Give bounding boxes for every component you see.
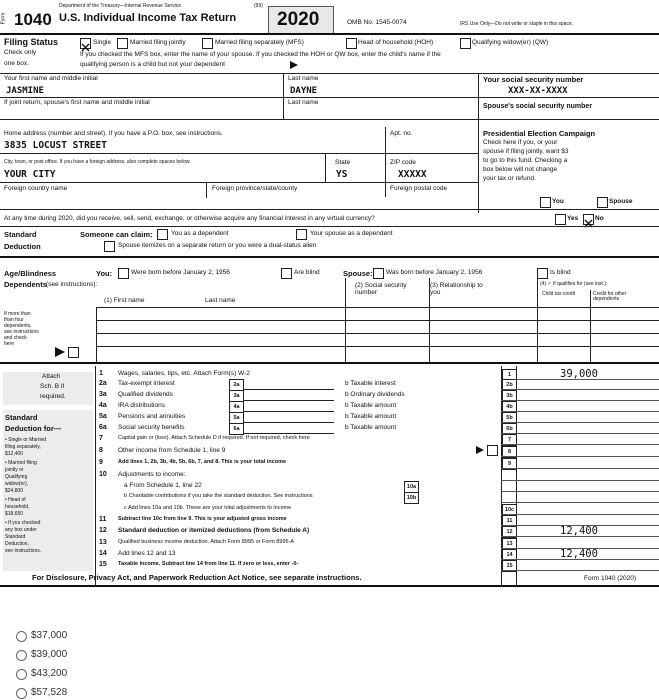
income-line-text: Other income from Schedule 1, line 9: [118, 447, 226, 454]
income-line-number: 1: [99, 370, 103, 377]
std-side-item: filing separately,: [5, 444, 41, 450]
income-sub-box-label: 3a: [229, 390, 244, 402]
divider: [283, 73, 284, 119]
divider: [325, 153, 326, 183]
income-row-line: [501, 570, 659, 571]
income-amount[interactable]: 12,400: [560, 525, 598, 537]
income-box-label: 2b: [502, 379, 517, 391]
filing-status-mfj-checkbox[interactable]: [117, 38, 128, 49]
income-row-line: [501, 536, 659, 537]
income-line-text: Social security benefits: [118, 424, 185, 431]
divider: [0, 226, 659, 227]
income-line-number: 12: [99, 527, 107, 534]
dependents-side-note: and check: [4, 335, 27, 341]
divider: [96, 307, 659, 308]
last-name-label: Last name: [288, 75, 319, 82]
income-row-line: [501, 468, 659, 469]
divider: [96, 346, 659, 347]
divider: [0, 73, 659, 74]
income-line-text: Pensions and annuities: [118, 413, 186, 420]
divider: [590, 290, 591, 362]
income-line-number: 7: [99, 435, 103, 442]
std-deduction-label-1: Standard: [4, 230, 37, 239]
dependents-col-odc: Credit for other dependents: [593, 291, 627, 302]
department-line: Department of the Treasury—Internal Revenue Service: [59, 3, 182, 9]
divider: [95, 366, 96, 585]
dependents-col-last-name: Last name: [205, 297, 236, 304]
you-dependent-checkbox[interactable]: [157, 229, 168, 240]
answer-radio[interactable]: [16, 669, 27, 680]
filing-status-single-checkbox[interactable]: [80, 38, 91, 49]
dependents-side-note: If more than: [4, 311, 31, 317]
filing-option-mfs: Married filing separately (MFS): [215, 39, 304, 46]
arrow-right-icon: [290, 61, 298, 69]
you-born-before-checkbox[interactable]: [118, 268, 129, 279]
campaign-you-label: You: [552, 198, 564, 205]
income-row-line: [501, 379, 659, 380]
virtual-currency-yes-label: Yes: [567, 215, 579, 222]
you-dependent-label: You as a dependent: [171, 230, 229, 237]
divider: [0, 119, 659, 120]
income-line-text: Capital gain or (loss). Attach Schedule D if required. If not required, check here: [118, 435, 310, 441]
income-box-label: 5b: [502, 412, 517, 424]
income-row-line: [501, 411, 659, 412]
income-sub-box-label: 6a: [229, 423, 244, 435]
filing-status-mfs-checkbox[interactable]: [202, 38, 213, 49]
state-label: State: [335, 159, 351, 166]
income-line-text: Tax-exempt interest: [118, 380, 175, 387]
last-name-value[interactable]: DAYNE: [290, 86, 318, 96]
answer-radio[interactable]: [16, 688, 27, 699]
filing-option-mfj: Married filing jointly: [130, 39, 186, 46]
income-row-line: [501, 480, 659, 481]
age-you-label: You:: [96, 269, 113, 278]
std-side-item: Qualifying: [5, 474, 28, 480]
header-divider: [0, 33, 659, 35]
income-box-label: 3b: [502, 390, 517, 402]
dependents-side-note: here: [4, 341, 15, 347]
std-side-item: $18,650: [5, 511, 24, 517]
divider: [96, 333, 659, 334]
answer-radio[interactable]: [16, 631, 27, 642]
first-name-value[interactable]: JASMINE: [6, 86, 44, 96]
income-line-text: Wages, salaries, tips, etc. Attach Form(s) W-2: [118, 370, 250, 377]
zip-label: ZIP code: [390, 159, 416, 166]
dependents-col-ssn: (2) Social security number: [355, 282, 407, 297]
divider: [478, 119, 479, 213]
spouse-ssn-label: Spouse's social security number: [483, 103, 593, 110]
form-side-tab: [0, 6, 11, 32]
income-line-number: 13: [99, 539, 107, 546]
divider: [96, 307, 97, 362]
spouse-blind-checkbox[interactable]: [537, 268, 548, 279]
std-side-item: • Married filing: [5, 460, 37, 466]
income-line-number: 6a: [99, 424, 107, 431]
income-row-line: [501, 456, 659, 457]
income-b-text: b Taxable interest: [345, 380, 396, 387]
income-sub-amount-line[interactable]: [244, 400, 334, 401]
tax-year: 2020: [277, 9, 320, 30]
spouse-born-before-checkbox[interactable]: [373, 268, 384, 279]
attach-note: required.: [40, 393, 66, 400]
spouse-blind-label: Is blind: [550, 269, 571, 276]
you-born-before-label: Were born before January 2, 1956: [131, 269, 230, 276]
income-box-label: 1: [502, 369, 517, 381]
income-line-number: 9: [99, 459, 103, 466]
attach-note: Attach: [42, 373, 61, 380]
divider: [0, 585, 659, 587]
answer-option-label[interactable]: $57,528: [31, 687, 68, 698]
income-row-line: [501, 559, 659, 560]
income-amount[interactable]: 12,400: [560, 548, 598, 560]
income-amount[interactable]: 39,000: [560, 368, 598, 380]
divider: [0, 97, 659, 98]
dependents-col-credit: (4) ✓ if qualifies for (see inst.):: [540, 281, 608, 287]
campaign-title: Presidential Election Campaign: [483, 129, 596, 138]
income-line-text: Subtract line 10c from line 9. This is your adjusted gross income: [118, 516, 287, 522]
income-box-label: 15: [502, 560, 517, 572]
spouse-dependent-label: Your spouse as a dependent: [310, 230, 393, 237]
first-name-label: Your first name and middle initial: [4, 75, 98, 82]
income-sub-box-label: 2a: [229, 379, 244, 391]
tax-year-box: [268, 6, 334, 34]
campaign-line-4: box below will not change: [483, 166, 558, 173]
virtual-currency-no-label: No: [595, 215, 604, 222]
virtual-currency-yes-checkbox[interactable]: [555, 214, 566, 225]
income-row-line: [501, 400, 659, 401]
campaign-you-checkbox[interactable]: [540, 197, 551, 208]
campaign-spouse-checkbox[interactable]: [597, 197, 608, 208]
income-b-text: b Ordinary dividends: [345, 391, 405, 398]
dependents-side-note: see instructions: [4, 329, 39, 335]
one-box-label: one box.: [4, 60, 29, 67]
std-side-item: any box under: [5, 527, 37, 533]
divider: [478, 73, 479, 119]
income-box-label: 7: [502, 434, 517, 446]
income-sub-amount-line[interactable]: [244, 433, 334, 434]
spouse-last-name-label: Last name: [288, 99, 319, 106]
income-line-number: 14: [99, 550, 107, 557]
income-b-text: b Taxable amount: [345, 402, 397, 409]
income-box-label: 12: [502, 526, 517, 538]
income-sub-amount-line[interactable]: [244, 411, 334, 412]
filing-status-label: Filing Status: [4, 37, 58, 47]
income-line-number: 15: [99, 561, 107, 568]
income-line-number: 5a: [99, 413, 107, 420]
filing-status-note-2: qualifying person is a child but not your dependent: [80, 61, 225, 68]
campaign-spouse-label: Spouse: [609, 198, 633, 205]
divider: [0, 209, 659, 210]
std-side-item: widow(er),: [5, 481, 29, 487]
std-side-item: jointly or: [5, 467, 24, 473]
income-box-label: 9: [502, 458, 517, 470]
income-box-label: 4b: [502, 401, 517, 413]
std-side-item: household,: [5, 504, 30, 510]
income-row-line: [501, 433, 659, 434]
std-side-item: • Single or Married: [5, 437, 47, 443]
divider: [0, 182, 478, 183]
attach-note: Sch. B if: [40, 383, 65, 390]
income-box-label: 13: [502, 538, 517, 550]
divider: [96, 320, 659, 321]
std-side-title-1: Standard: [5, 413, 38, 422]
income-line-number: 3a: [99, 391, 107, 398]
foreign-postal-label: Foreign postal code: [390, 185, 448, 192]
income-line-text: a From Schedule 1, line 22: [124, 482, 202, 489]
income-box-label: 14: [502, 549, 517, 561]
disclosure-notice: For Disclosure, Privacy Act, and Paperwork Reduction Act Notice, see separate instructions.: [32, 573, 362, 582]
form-tab-label: Form: [0, 12, 7, 25]
answer-radio[interactable]: [16, 650, 27, 661]
dependents-col-ctc: Child tax credit: [542, 291, 576, 297]
std-side-item: • Head of: [5, 497, 26, 503]
income-line-text: Add lines 12 and 13: [118, 550, 176, 557]
foreign-province-label: Foreign province/state/county: [212, 185, 298, 192]
income-line-text: b Charitable contributions if you take the standard deduction. See instructions: [124, 493, 313, 499]
std-deduction-label-2: Deduction: [4, 242, 41, 251]
spouse-itemizes-checkbox[interactable]: [104, 241, 115, 252]
income-line-text: IRA distributions: [118, 402, 165, 409]
dependents-col-first-name: (1) First name: [104, 297, 145, 304]
income-line-number: 10: [99, 471, 107, 478]
income-line-number: 11: [99, 516, 107, 523]
income-row-line: [501, 491, 659, 492]
income-row-line: [501, 502, 659, 503]
std-side-item: • If you checked: [5, 520, 41, 526]
answer-option-label[interactable]: $39,000: [31, 649, 68, 660]
std-side-item: $24,800: [5, 488, 24, 494]
income-line-text: c Add lines 10a and 10b. These are your total adjustments to income: [124, 505, 292, 511]
irs-use-only: IRS Use Only—Do not write or staple in this space.: [460, 21, 574, 27]
filing-option-hoh: Head of household (HOH): [358, 39, 434, 46]
ssn-label: Your social security number: [483, 75, 584, 84]
income-line-text: Qualified business income deduction. Attach Form 8995 or Form 8995-A: [118, 539, 295, 545]
divider: [0, 153, 478, 154]
filing-status-note-1: If you checked the MFS box, enter the name of your spouse. If you checked the HOH or QW box, enter the child's name if the: [80, 51, 441, 58]
home-address-label: Home address (number and street). If you have a P.O. box, see instructions.: [4, 130, 223, 137]
dependents-see: (see instructions):: [46, 281, 98, 288]
income-line-number: 8: [99, 447, 103, 454]
income-sub-box-label: 10b: [404, 492, 419, 504]
divider: [206, 182, 207, 198]
virtual-currency-question: At any time during 2020, did you receive, sell, send, exchange, or otherwise acquire any financial interest in any virtual currency?: [4, 215, 375, 222]
income-line-text: Standard deduction or itemized deductions (from Schedule A): [118, 527, 310, 534]
virtual-currency-no-checkbox[interactable]: [583, 214, 594, 225]
omb-number: OMB No. 1545-0074: [347, 19, 407, 26]
answer-option-label[interactable]: $37,000: [31, 630, 68, 641]
divider: [0, 256, 659, 258]
city-value[interactable]: YOUR CITY: [4, 169, 56, 180]
someone-can-claim: Someone can claim:: [80, 230, 153, 239]
income-line-text: Adjustments to income:: [118, 471, 186, 478]
dependents-side-note: dependents,: [4, 323, 32, 329]
income-line-text: Add lines 1, 2b, 3b, 4b, 5b, 6b, 7, and 8. This is your total income: [118, 459, 287, 465]
filing-option-qw: Qualifying widow(er) (QW): [472, 39, 549, 46]
dependents-side-note: than four: [4, 317, 24, 323]
income-line-text: Taxable income. Subtract line 14 from line 11. If zero or less, enter -0-: [118, 561, 299, 567]
form-title: U.S. Individual Income Tax Return: [59, 12, 237, 24]
dependents-label: Dependents: [4, 280, 47, 289]
income-box-label: 10c: [502, 504, 517, 516]
income-line-text: Qualified dividends: [118, 391, 173, 398]
income-sub-amount-line[interactable]: [244, 389, 334, 390]
income-row-line: [501, 514, 659, 515]
irs-code: (99): [254, 3, 263, 9]
std-side-item: Standard: [5, 534, 26, 540]
income-sub-box-label: 4a: [229, 401, 244, 413]
answer-option-label[interactable]: $43,200: [31, 668, 68, 679]
divider: [0, 362, 659, 364]
city-label: City, town, or post office. If you have a foreign address, also complete spaces below.: [4, 159, 191, 165]
age-spouse-label: Spouse:: [343, 269, 373, 278]
form-number: 1040: [14, 10, 52, 29]
income-sub-box-label: 10a: [404, 481, 419, 493]
campaign-line-2: spouse if filing jointly, want $3: [483, 148, 569, 155]
spouse-name-label: If joint return, spouse's first name and middle initial: [4, 99, 150, 106]
campaign-line-1: Check here if you, or your: [483, 139, 558, 146]
income-b-text: b Taxable amount: [345, 413, 397, 420]
filing-status-qw-checkbox[interactable]: [460, 38, 471, 49]
std-side-item: Deduction,: [5, 541, 29, 547]
ssn-value[interactable]: XXX-XX-XXXX: [508, 86, 568, 96]
income-row-line: [501, 444, 659, 445]
state-value[interactable]: YS: [336, 169, 348, 180]
you-blind-checkbox[interactable]: [281, 268, 292, 279]
spouse-itemizes-label: Spouse itemizes on a separate return or you were a dual-status alien: [118, 242, 317, 249]
income-box-label: 11: [502, 515, 517, 527]
spouse-dependent-checkbox[interactable]: [296, 229, 307, 240]
income-box-label: 8: [502, 446, 517, 458]
income-sub-box-label: 5a: [229, 412, 244, 424]
spouse-born-before-label: Was born before January 2, 1956: [386, 269, 483, 276]
income-box-label: 6b: [502, 423, 517, 435]
form-reference: Form 1040 (2020): [584, 575, 637, 582]
street-address[interactable]: 3835 LOCUST STREET: [4, 140, 107, 151]
you-blind-label: Are blind: [294, 269, 320, 276]
arrow-right-icon: [476, 446, 484, 454]
age-blindness-label: Age/Blindness: [4, 269, 57, 278]
capital-gain-checkbox[interactable]: [487, 445, 498, 456]
check-only-label: Check only: [4, 49, 37, 56]
zip-value[interactable]: XXXXX: [398, 169, 427, 180]
std-side-item: $12,400: [5, 451, 24, 457]
campaign-line-5: your tax or refund.: [483, 175, 536, 182]
apt-label: Apt. no.: [390, 130, 413, 137]
filing-option-single: Single: [93, 39, 112, 46]
income-line-number: 4a: [99, 402, 107, 409]
income-b-text: b Taxable amount: [345, 424, 397, 431]
dependents-col-relationship: (3) Relationship to you: [430, 282, 483, 297]
std-side-title-2: Deduction for—: [5, 424, 62, 433]
campaign-line-3: to go to this fund. Checking a: [483, 157, 568, 164]
filing-status-hoh-checkbox[interactable]: [346, 38, 357, 49]
foreign-country-label: Foreign country name: [4, 185, 68, 192]
income-line-number: 2a: [99, 380, 107, 387]
income-row-line: [501, 422, 659, 423]
income-row-line: [501, 389, 659, 390]
arrow-right-icon: [55, 347, 65, 357]
divider: [385, 127, 386, 197]
more-dependents-checkbox[interactable]: [68, 347, 79, 358]
std-side-item: see instructions.: [5, 548, 42, 554]
income-sub-amount-line[interactable]: [244, 422, 334, 423]
